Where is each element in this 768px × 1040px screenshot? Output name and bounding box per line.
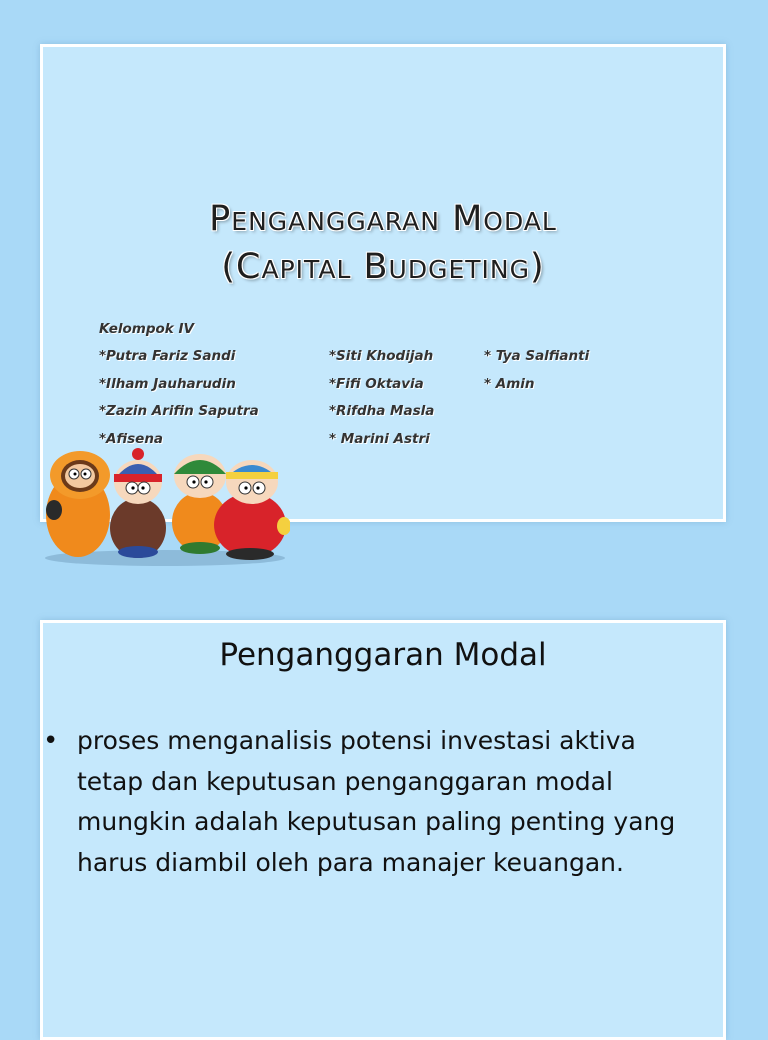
south-park-characters-icon [40,440,290,570]
title-line-1: Penganggaran Modal [209,199,557,239]
member-name: *Fifi Oktavia [329,376,424,392]
group-label: Kelompok IV [99,321,194,337]
title-line-2: (Capital Budgeting) [221,247,545,287]
member-name: * Tya Salfianti [484,348,590,364]
member-name: *Putra Fariz Sandi [99,348,236,364]
member-name: * Marini Astri [329,431,430,447]
member-name: *Siti Khodijah [329,348,434,364]
member-name: *Ilham Jauharudin [99,376,236,392]
slide-title [43,195,723,291]
member-name: *Afisena [99,431,164,447]
bullet-icon: • [43,726,59,756]
slide-2 [40,620,726,1040]
member-name: * Amin [484,376,535,392]
bullet-text: proses menganalisis potensi investasi aktiva tetap dan keputusan penganggaran modal mungkin adalah keputusan paling penting yang harus diambil oleh para manajer keuangan. [77,726,676,877]
member-name: *Zazin Arifin Saputra [99,403,259,419]
slide-heading: Penganggaran Modal [219,637,547,673]
member-name: *Rifdha Masla [329,403,435,419]
